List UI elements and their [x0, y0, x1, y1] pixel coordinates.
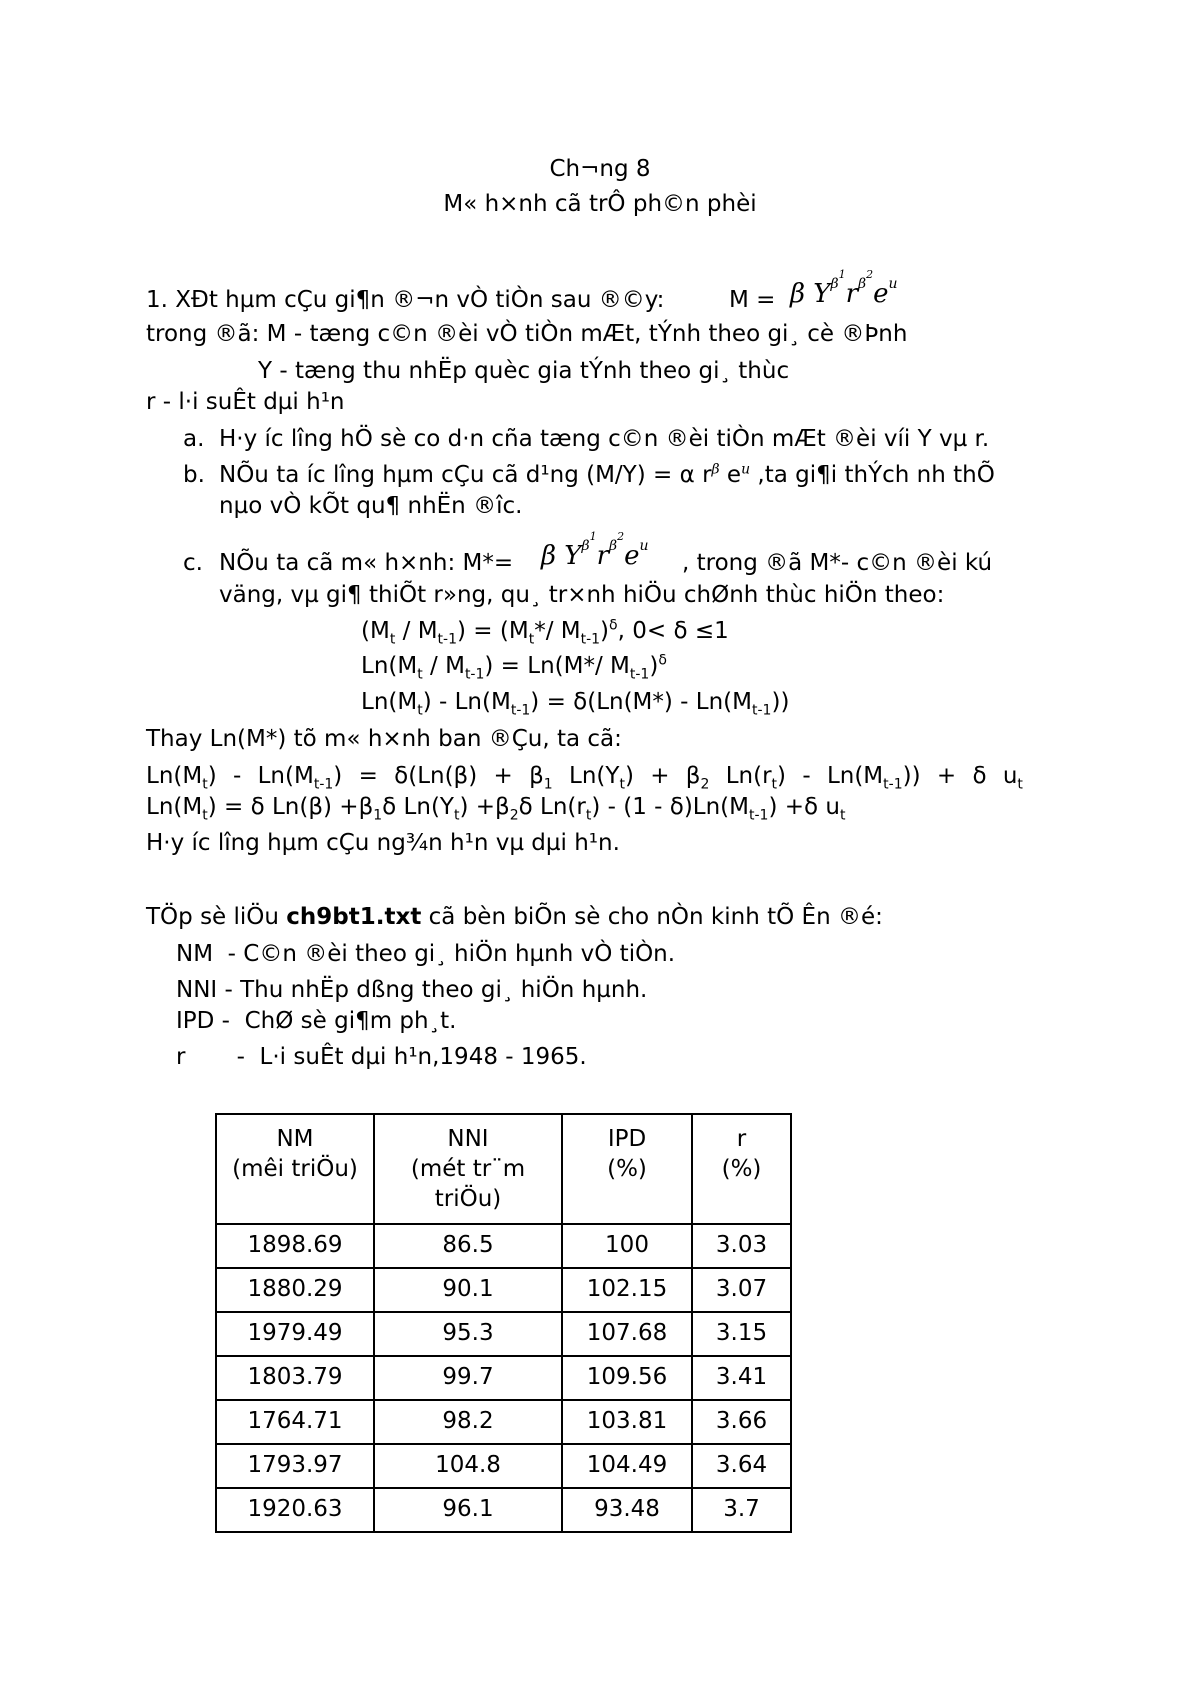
- var-r: r - L·i suÊt dµi h¹n,1948 - 1965.: [176, 1044, 587, 1070]
- item-b-label: b.: [183, 462, 205, 488]
- table-cell: 1793.97: [216, 1444, 374, 1488]
- header-r: r (%): [692, 1114, 791, 1224]
- table-cell: 3.7: [692, 1488, 791, 1532]
- substituted-eq-2: $Ln(M_t) = \delta$ $Ln(\beta) +\beta_1\delta$ $Ln(Y_t) +\beta_2\delta$ $Ln(r_t) - (1 - \delta)Ln(M_{t-1}) +\delta$ $u_t$: [146, 794, 846, 824]
- table-cell: 103.81: [562, 1400, 692, 1444]
- var-nm: NM - C©n ®èi theo gi¸ hiÖn hµnh vÒ tiÒn.: [176, 941, 676, 967]
- item-b-line1: NÕu ta íc lîng hµm cÇu cã d¹ng (M/Y) = α $r^\beta$ $e^u$ ,ta gi¶i thÝch nh thÕ: [219, 461, 995, 488]
- table-cell: 3.64: [692, 1444, 791, 1488]
- table-row: [216, 1268, 791, 1312]
- table-cell: 93.48: [562, 1488, 692, 1532]
- adjustment-eq-2: $Ln(M_t / M_{t-1}) = Ln(M*/$ $M_{t-1})^\delta$: [361, 652, 667, 683]
- data-table: [215, 1113, 792, 1533]
- table-cell: 102.15: [562, 1268, 692, 1312]
- table-cell: 3.41: [692, 1356, 791, 1400]
- header-ipd: IPD (%): [562, 1114, 692, 1224]
- q1-m-equals: M =: [729, 287, 776, 313]
- table-cell: 98.2: [374, 1400, 562, 1444]
- item-c-line1a: NÕu ta cã m« h×nh: M*=: [219, 550, 514, 576]
- item-c-line1b: , trong ®ã M*- c©n ®èi kú: [682, 550, 993, 576]
- substitution-intro: Thay Ln(M*) tõ m« h×nh ban ®Çu, ta cã:: [146, 726, 622, 752]
- item-c-line2: väng, vµ gi¶ thiÕt r»ng, qu¸ tr×nh hiÖu chØnh thùc hiÖn theo:: [219, 582, 945, 608]
- table-cell: 1764.71: [216, 1400, 374, 1444]
- item-c-label: c.: [183, 550, 203, 576]
- table-cell: 3.15: [692, 1312, 791, 1356]
- table-cell: 90.1: [374, 1268, 562, 1312]
- var-ipd: IPD - ChØ sè gi¶m ph¸t.: [176, 1008, 457, 1034]
- table-cell: 99.7: [374, 1356, 562, 1400]
- adjustment-eq-1: $(M_t / M_{t-1}) = (M_t*/$ $M_{t-1})^\delta$, 0< δ ≤1: [361, 617, 729, 648]
- table-cell: 96.1: [374, 1488, 562, 1532]
- table-row: [216, 1312, 791, 1356]
- table-cell: 1979.49: [216, 1312, 374, 1356]
- demand-formula-image: β $Y^{\beta^1}r^{\beta^2}e^u$: [790, 268, 898, 309]
- dataset-intro: TÖp sè liÖu ch9bt1.txt cã bèn biÕn sè cho nÒn kinh tÕ Ên ®é:: [146, 904, 883, 930]
- table-row: [216, 1224, 791, 1268]
- table-cell: 3.03: [692, 1224, 791, 1268]
- var-nni: NNI - Thu nhËp dßng theo gi¸ hiÖn hµnh.: [176, 977, 648, 1003]
- adjustment-eq-3: $Ln(M_t) - Ln(M_{t-1}) = \delta(Ln(M*) - Ln(M_{t-1}))$: [361, 689, 790, 719]
- table-cell: 104.8: [374, 1444, 562, 1488]
- table-cell: 100: [562, 1224, 692, 1268]
- where-r: r - l·i suÊt dµi h¹n: [146, 389, 345, 415]
- expected-demand-formula-image: β $Y^{\beta^1}r^{\beta^2}e^u$: [541, 530, 649, 571]
- table-cell: 109.56: [562, 1356, 692, 1400]
- table-cell: 104.49: [562, 1444, 692, 1488]
- table-row: [216, 1488, 791, 1532]
- table-row: [216, 1400, 791, 1444]
- header-nm: NM (mêi triÖu): [216, 1114, 374, 1224]
- table-row: [216, 1444, 791, 1488]
- table-cell: 3.66: [692, 1400, 791, 1444]
- chapter-heading: Ch¬ng 8: [549, 156, 651, 182]
- table-cell: 1803.79: [216, 1356, 374, 1400]
- table-row: [216, 1356, 791, 1400]
- closing-question: H·y íc lîng hµm cÇu ng¾n h¹n vµ dµi h¹n.: [146, 830, 620, 856]
- chapter-title: M« h×nh cã trÔ ph©n phèi: [443, 191, 757, 217]
- where-y: Y - tæng thu nhËp quèc gia tÝnh theo gi¸ thùc: [258, 358, 790, 384]
- table-header-row: [216, 1114, 791, 1224]
- table-cell: 1880.29: [216, 1268, 374, 1312]
- item-a-label: a.: [183, 426, 205, 452]
- table-cell: 95.3: [374, 1312, 562, 1356]
- table-cell: 1898.69: [216, 1224, 374, 1268]
- header-nni: NNI (mét tr¨m triÖu): [374, 1114, 562, 1224]
- table-cell: 1920.63: [216, 1488, 374, 1532]
- dataset-filename: ch9bt1.txt: [286, 904, 422, 930]
- table-cell: 3.07: [692, 1268, 791, 1312]
- table-cell: 107.68: [562, 1312, 692, 1356]
- q1-intro: 1. XÐt hµm cÇu gi¶n ®¬n vÒ tiÒn sau ®©y:: [146, 287, 665, 313]
- substituted-eq-1: $Ln(M_t) - Ln(M_{t-1}) = \delta(Ln(\beta) + \beta_1$ $Ln(Y_t) + \beta_2$ $Ln(r_t) - Ln(M_{t-1})) + \delta$ $u_t$: [146, 763, 1023, 793]
- table-cell: 86.5: [374, 1224, 562, 1268]
- item-a-text: H·y íc lîng hÖ sè co d·n cña tæng c©n ®èi tiÒn mÆt ®èi víi Y vµ r.: [219, 426, 990, 452]
- where-m: trong ®ã: M - tæng c©n ®èi vÒ tiÒn mÆt, tÝnh theo gi¸ cè ®Þnh: [146, 321, 908, 347]
- item-b-line2: nµo vÒ kÕt qu¶ nhËn ®îc.: [219, 493, 523, 519]
